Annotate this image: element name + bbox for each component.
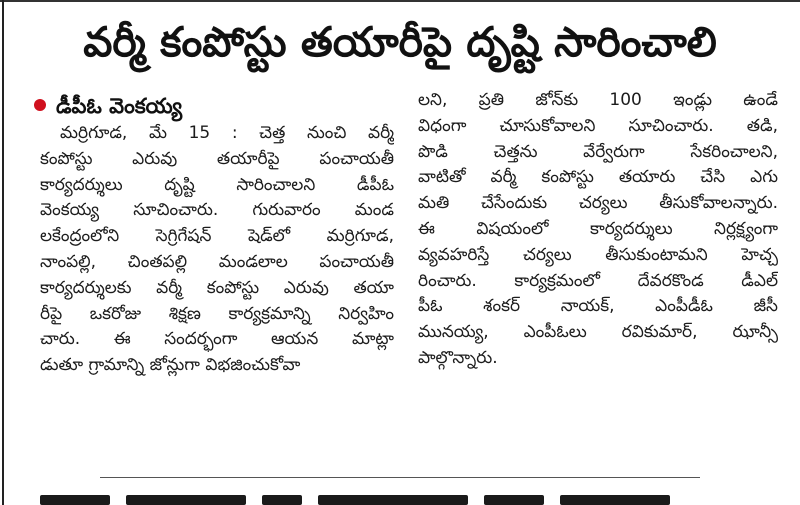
paragraph-line: లని, ప్రతి జోన్‌కు 100 ఇండ్లు ఉండే	[418, 90, 778, 110]
paragraph-line: కంపోస్టు ఎరువు తయారీపై పంచాయతీ	[40, 148, 394, 169]
paragraph-line: కార్యదర్శులు దృష్టి సారించాలని డీపీఓ	[40, 174, 394, 195]
paragraph-line: వెంకయ్య సూచించారు. గురువారం మండ	[40, 200, 394, 221]
paragraph-line: నాంపల్లి, చింతపల్లి మండలాల పంచాయతీ	[40, 251, 394, 272]
paragraph-line: డుతూ గ్రామాన్ని జోన్లుగా విభజించుకోవా	[40, 355, 301, 376]
bullet-icon	[34, 99, 46, 111]
right-text-column	[418, 88, 778, 372]
paragraph-line: కార్యదర్శులకు వర్మీ కంపోస్టు ఎరువు తయా	[40, 277, 394, 298]
paragraph-line: చారు. ఈ సందర్భంగా ఆయన మాట్లా	[40, 329, 394, 350]
paragraph-line: రీపై ఒకరోజు శిక్షణ కార్యక్రమాన్ని నిర్వహిం	[40, 303, 394, 324]
paragraph-line: రించారు. కార్యక్రమంలో దేవరకొండ డీఎల్	[418, 270, 778, 291]
paragraph-line: మునయ్య, ఎంపీఓలు రవికుమార్, ఝాన్సీ	[418, 322, 778, 343]
cropped-next-headline	[40, 490, 760, 505]
paragraph-line: మర్రిగూడ, మే 15 : చెత్త నుంచి వర్మీ	[60, 123, 394, 143]
paragraph-line: వాటితో వర్మీ కంపోస్టు తయారు చేసి ఎగు	[418, 167, 778, 188]
paragraph-line: వ్యవహరిస్తే చర్యలు తీసుకుంటామని హెచ్చ	[418, 244, 778, 265]
bottom-divider-rule	[100, 477, 700, 478]
paragraph-line: విధంగా చూసుకోవాలని సూచించారు. తడి,	[418, 115, 778, 136]
left-border-rule	[2, 0, 4, 505]
top-border-rule	[0, 0, 800, 8]
paragraph-line: లకేంద్రంలోని సెగ్రిగేషన్ షెడ్‌లో మర్రిగూడ,	[40, 226, 394, 247]
paragraph-line: పీఓ శంకర్ నాయక్, ఎంపీడీఓ జీసీ	[418, 296, 778, 317]
article-headline: వర్మీ కంపోస్టు తయారీపై దృష్టి సారించాలి	[83, 18, 717, 66]
paragraph-line: పాల్గొన్నారు.	[418, 347, 498, 368]
paragraph-line: ఈ విషయంలో కార్యదర్శులు నిర్లక్ష్యంగా	[418, 218, 778, 239]
byline-text: డీపీఓ వెంకయ్య	[56, 94, 183, 118]
paragraph-line: మతి చేసేందుకు చర్యలు తీసుకోవాలన్నారు.	[418, 193, 778, 214]
left-text-column	[40, 121, 394, 379]
article-byline	[34, 92, 182, 120]
paragraph-line: పొడి చెత్తను వేర్వేరుగా సేకరించాలని,	[418, 141, 778, 162]
